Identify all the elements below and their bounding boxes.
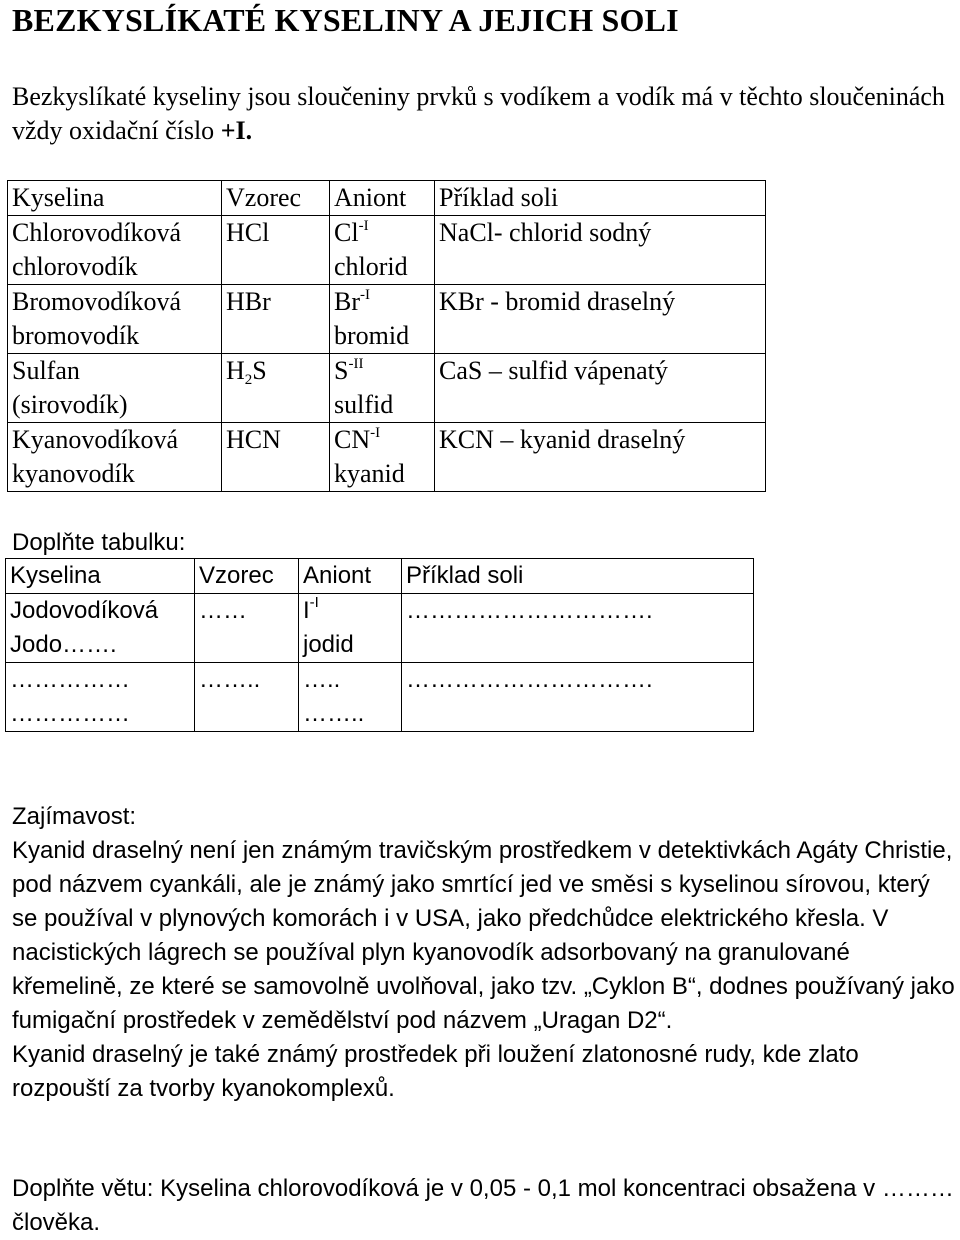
formula-blank[interactable]: …….. bbox=[195, 663, 299, 732]
formula-cell: HBr bbox=[222, 285, 330, 354]
salt-cell: KCN – kyanid draselný bbox=[435, 423, 766, 492]
header-cell: Příklad soli bbox=[402, 559, 754, 594]
header-cell: Aniont bbox=[330, 181, 435, 216]
anion-cell: $CN^{-I}$ kyanid bbox=[330, 423, 435, 492]
salt-cell: NaCl- chlorid sodný bbox=[435, 216, 766, 285]
acid-cell: Jodovodíková Jodo……. bbox=[6, 594, 195, 663]
salt-cell: CaS – sulfid vápenatý bbox=[435, 354, 766, 423]
header-cell: Vzorec bbox=[195, 559, 299, 594]
formula-cell: HCN bbox=[222, 423, 330, 492]
table-row bbox=[6, 594, 754, 663]
interesting-heading: Zajímavost: bbox=[12, 803, 137, 830]
acid-cell: Bromovodíková bromovodík bbox=[8, 285, 222, 354]
interesting-paragraph: Kyanid draselný je také známý prostředek při loužení zlatonosné rudy, kde zlato rozpouští za tvorby kyanokomplexů. bbox=[12, 1041, 859, 1102]
interesting-paragraph: Kyanid draselný není jen známým travičským prostředkem v detektivkách Agáty Christie, pod názvem cyankáli, ale je známý jako smrtící jed ve směsi s kyselinou sírovou, který se používal v plynových komorách i v USA, jako předchůdce elektrického křesla. V nacistických lágrech se používal plyn kyanovodík adsorbovaný na granulované křemelině, ze které se samovolně uvolňoval, jako tzv. „Cyklon B“, dodnes používaný jako fumigační prostředek v zemědělství pod názvem „Uragan D2“. bbox=[12, 837, 955, 1034]
interesting-section bbox=[12, 800, 957, 1106]
header-cell: Aniont bbox=[299, 559, 402, 594]
anion-blank[interactable]: ….. …….. bbox=[299, 663, 402, 732]
page-title: BEZKYSLÍKATÉ KYSELINY A JEJICH SOLI bbox=[12, 2, 679, 38]
formula-blank[interactable]: …… bbox=[195, 594, 299, 663]
acid-cell: Sulfan (sirovodík) bbox=[8, 354, 222, 423]
intro-paragraph bbox=[12, 80, 952, 148]
table-row bbox=[8, 354, 766, 423]
salt-cell: KBr - bromid draselný bbox=[435, 285, 766, 354]
anion-cell: $Cl^{-I}$ chlorid bbox=[330, 216, 435, 285]
anion-cell: $I^{-I}$ jodid bbox=[299, 594, 402, 663]
intro-text: Bezkyslíkaté kyseliny jsou sloučeniny prvků s vodíkem a vodík má v těchto sloučeninách vždy oxidační číslo bbox=[12, 82, 945, 145]
header-cell: Vzorec bbox=[222, 181, 330, 216]
anion-cell: $S^{-II}$ sulfid bbox=[330, 354, 435, 423]
table-row bbox=[8, 216, 766, 285]
salt-blank[interactable]: …………………………. bbox=[402, 594, 754, 663]
exercise-label: Doplňte tabulku: bbox=[12, 529, 186, 556]
salt-blank[interactable]: …………………………. bbox=[402, 663, 754, 732]
anion-cell: $Br^{-I}$ bromid bbox=[330, 285, 435, 354]
fill-sentence: Doplňte větu: Kyselina chlorovodíková je v 0,05 - 0,1 mol koncentraci obsažena v ……… člověka. bbox=[12, 1175, 954, 1236]
acid-blank[interactable]: …………… …………… bbox=[6, 663, 195, 732]
header-cell: Kyselina bbox=[6, 559, 195, 594]
acid-cell: Chlorovodíková chlorovodík bbox=[8, 216, 222, 285]
header-cell: Příklad soli bbox=[435, 181, 766, 216]
header-cell: Kyselina bbox=[8, 181, 222, 216]
table-header-row bbox=[8, 181, 766, 216]
formula-cell: HCl bbox=[222, 216, 330, 285]
intro-bold: +I. bbox=[220, 116, 253, 145]
table-header-row bbox=[6, 559, 754, 594]
formula-cell: $H_2S$ bbox=[222, 354, 330, 423]
exercise-table bbox=[5, 558, 754, 732]
table-row bbox=[6, 663, 754, 732]
table-row bbox=[8, 285, 766, 354]
acids-table bbox=[7, 180, 766, 492]
acid-cell: Kyanovodíková kyanovodík bbox=[8, 423, 222, 492]
table-row bbox=[8, 423, 766, 492]
